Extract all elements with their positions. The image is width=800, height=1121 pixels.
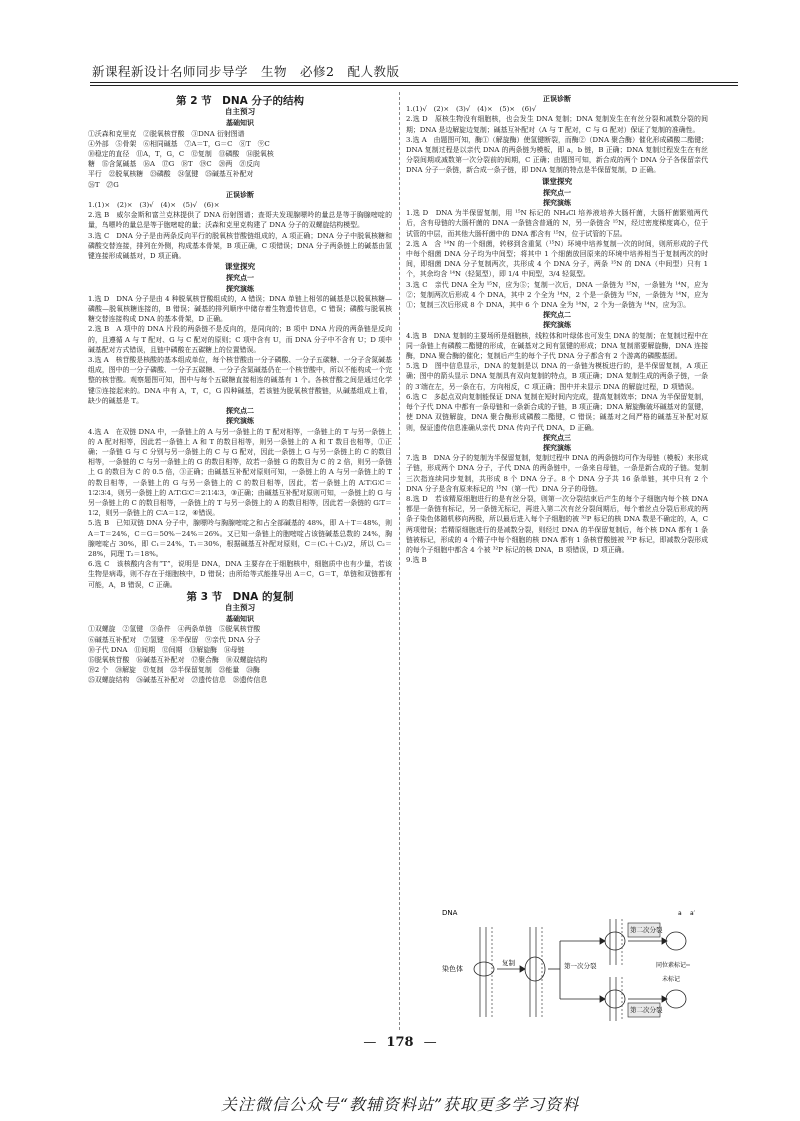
subheading: 探究点一 [543,188,571,197]
answer-paragraph: 2.选 D 原核生物没有细胞核，也会发生 DNA 复制；DNA 复制发生在有丝分裂和减数分裂的间期；DNA 是边解旋边复制；碱基互补配对（A 与 T 配对，C 与 G 配对）保证了复制的准确性。 [406,115,708,134]
answer-paragraph: 6.选 C 该核酸内含有“T”，说明是 DNA，DNA 主要存在于细胞核中，细胞质中也有少量，若该生物是病毒，则不存在于细胞核中，D 错误；由所给等式能推导出 A＝C，G＝T，单链和双链都有可能，A，B 错误，C 正确。 [88,560,392,589]
section-title: 第 3 节 DNA 的复制 [186,590,294,603]
knowledge-list [88,624,392,685]
answer-paragraph: 5.选 D 图中信息显示，DNA 的复制是以 DNA 的一条链为模板进行的，是半保留复制，A 项正确；图中的箭头显示 DNA 复制具有双向复制的特点，B 项正确；DNA 复制生成的两条子链，一条的 3′端在左，另一条在右，方向相反，C 项正确；图中并未显示 DNA 的解旋过程，D 项错误。 [406,362,708,391]
subheading: 课堂探究 [541,176,573,186]
answer-paragraph: 3.选 C DNA 分子是由两条反向平行的脱氧核苷酸链组成的，A 项正确；DNA 分子中脱氧核糖和磷酸交替连接，排列在外侧，构成基本骨架，B 项正确，C 项错误；DNA 分子两条链上的碱基由氢键连接形成碱基对，D 项正确。 [88,231,392,261]
subheading: 探究演练 [543,199,571,208]
subheading: 探究演练 [226,284,254,293]
section-title: 第 2 节 DNA 分子的结构 [176,95,304,107]
header-rule [90,82,738,83]
knowledge-line: ①双螺旋 ②氢键 ③条件 ④两条单链 ⑤脱氧核苷酸 [88,625,261,634]
answer-paragraph: 9.选 B [406,556,427,565]
label-a-prime: a′ [690,910,696,917]
answer-paragraph: 1.选 D DNA 分子是由 4 种脱氧核苷酸组成的，A 错误；DNA 单链上相邻的碱基是以脱氧核糖—磷酸—脱氧核糖连接的，B 错误；碱基的排列顺序中储存着生物遗传信息，C 错误；磷酸与脱氧核糖交替连接构成 DNA 的基本骨架，D 正确。 [88,294,392,324]
subheading: 探究点二 [226,407,254,416]
knowledge-line: ㉖T ㉗G [88,180,119,189]
answer-paragraph: 8.选 D 若该精原细胞进行的是有丝分裂，则第一次分裂结束后产生的每个子细胞内每个核 DNA 都是一条链有标记，另一条链无标记，再进入第二次有丝分裂间期后，每个着丝点分裂后形成的两条子染色体随机移向两极，所以最后进入每个子细胞的被 ³²P 标记的核 DNA 数是不确定的，A，C 两项错误；若精原细胞进行的是减数分裂，则经过 DNA 的半保留复制后，每个核 DNA 都有 1 条链被标记，形成的 4 个精子中每个细胞的核 DNA 都有 1 条核苷酸链被 ³²P 标记，即减数分裂形成的每个子细胞中都含 4 个被 ³²P 标记的核 DNA，B 项错误，D 项正确。 [406,494,708,554]
answer-paragraph: 1.(1)√ (2)× (3)√ (4)× (5)× (6)√ [406,105,537,114]
dna-strands [480,919,616,1021]
subheading: 自主预习 [224,602,256,612]
knowledge-line: 糖 ⑮含氮碱基 ⑯A ⑰G ⑱T ⑲C ⑳两 ㉑反向 [88,160,260,169]
knowledge-line: ⑩稳定的直径 ⑪A，T，G，C ⑫复制 ⑬磷酸 ⑭脱氧核 [88,150,274,159]
subheading: 探究演练 [226,417,254,426]
knowledge-line: ⑮脱氧核苷酸 ⑯碱基互补配对 ⑰聚合酶 ⑱双螺旋结构 [88,655,268,664]
subheading: 基础知识 [226,615,254,624]
subheading: 正误诊断 [543,95,571,103]
answer-paragraph: 3.选 C 亲代 DNA 全为 ¹⁵N，应为⑤；复制一次后，DNA 一条链为 ¹⁵N，一条链为 ¹⁴N，应为②；复制两次后形成 4 个 DNA，其中 2 个全为 ¹⁴N，2 个是一条链为 ¹⁵N，一条链为 ¹⁴N，应为①；复制三次后形成 8 个 DNA，其中 6 个 DNA 全为 ¹⁴N，2 个为一条链为 ¹⁴N，应为③。 [406,280,708,310]
knowledge-list [88,129,392,190]
page-number: — 178 — [0,1035,800,1050]
label-second-division-bottom: 第二次分裂 [630,1006,663,1014]
subheading: 探究点三 [543,433,571,442]
knowledge-line: ④外部 ⑤骨架 ⑥相同碱基 ⑦A＝T，G＝C ⑧T ⑨C [88,139,270,148]
subheading: 探究点一 [226,274,254,283]
answer-paragraph: 5.选 B 已知双链 DNA 分子中，腺嘌呤与胸腺嘧啶之和占全部碱基的 48%，即 A＋T＝48%，则 A＝T＝24%，C＝G＝50%－24%＝26%。又已知一条链上的胞嘧啶占该链碱基总数的 24%，胸腺嘧啶占 30%，即 C₁＝24%，T₁＝30%，根据碱基互补配对原则，C＝(C₁＋C₂)/2，所以 C₂＝28%，同理 T₂＝18%。 [88,519,392,558]
answer-paragraph: 2.选 A 含 ¹⁴N 的一个细菌，转移到含重氮（¹⁵N）环境中培养复制一次的时间，则所形成的子代中每个细菌 DNA 分子均为中间型；将其中 1 个细菌放回原来的环境中培养相当于复制两次的时间，即细菌 DNA 分子复制两次，共形成 4 个 DNA 分子，两条 ¹⁵N 的 DNA（中间型）只有 1 个，其余均含 ¹⁴N（轻氮型），即 1/4 中间型，3/4 轻氮型。 [406,239,708,279]
knowledge-line: ⑲2 个 ⑳解旋 ㉑复制 ㉒半保留复制 ㉓能量 ㉔酶 [88,666,260,675]
new-strands [492,919,622,1021]
subheading: 自主预习 [224,107,256,117]
answer-paragraph: 1.(1)× (2)× (3)√ (4)× (5)√ (6)× [88,201,220,210]
left-column [88,94,392,686]
header-rule-2 [90,85,738,86]
subheading: 课堂探究 [224,262,256,272]
answer-paragraph: 6.选 C 多起点双向复制能保证 DNA 复制在短时间内完成，提高复制效率；DNA 为半保留复制，每个子代 DNA 中都有一条母链和一条新合成的子链，B 项正确；DNA 解旋酶破坏碱基对的氢键，使 DNA 双链解旋，DNA 聚合酶形成磷酸二酯键，C 错误；碱基对之间严格的碱基互补配对原则，保证遗传信息准确从亲代 DNA 传向子代 DNA，D 正确。 [406,392,708,432]
replication-figure [440,905,710,1023]
knowledge-line: ⑥碱基互补配对 ⑦氢键 ⑧半保留 ⑨亲代 DNA 分子 [88,635,261,644]
column-divider [399,92,400,1030]
figure-label-dna: DNA [442,909,458,917]
answer-paragraph: 3.选 A 核苷酸是核酸的基本组成单位，每个核苷酸由一分子磷酸、一分子五碳糖、一分子含氮碱基组成，图中的一分子磷酸、一分子五碳糖、一分子含氮碱基仍在一个核苷酸中，所以不能构成一个完整的核苷酸。观察题图可知，图中与每个五碳糖直接相连的碱基有 1 个。各核苷酸之间是通过化学键⑤连接起来的。DNA 中有 A，T，C，G 四种碱基，若该链为脱氧核苷酸链，从碱基组成上看，缺少的碱基是 T。 [88,356,392,405]
answer-paragraph: 4.选 A 在双链 DNA 中，一条链上的 A 与另一条链上的 T 配对相等，一条链上的 T 与另一条链上的 A 配对相等，因此若一条链上 A 和 T 的数目相等，则另一条链上的 A 和 T 数目也相等，①正确；一条链 G 与 C 分别与另一条链上的 C 与 G 配对，因此一条链上 G 与另一条链上的 C 的数目相等，一条链的 C 与另一条链上的 G 的数目相等，故若一条链 G 的数目为 C 的 2 倍，则另一条链上 G 的数目为 C 的 0.5 倍，③正确；由碱基互补配对原则可知，一条链上的 A 与另一条链上的 T 的数目相等，一条链上的 G 与另一条链上的 C 的数目相等，因此，若一条链上的 A∶T∶G∶C＝1∶2∶3∶4，则另一条链上的 A∶T∶G∶C＝2∶1∶4∶3，③正确；由碱基互补配对原则可知，一条链上的 G 与另一条链上的 C 的数目相等，一条链上的 T 与另一条链上的 A 的数目相等，因此若一条链的 G∶T＝1∶2，则另一条链上的 C∶A＝1∶2，④错误。 [88,427,392,518]
answer-paragraph: 2.选 B A 项中的 DNA 片段的两条链不是反向的，是同向的；B 项中 DNA 片段的两条链是反向的，且遵循 A 与 T 配对、G 与 C 配对的原则；C 项中含有 U，而 DNA 分子中不含有 U；D 项中碱基配对方式错误，且链中磷酸在五碳糖上的位置错误。 [88,325,392,354]
right-column [406,94,708,565]
label-first-division: 第一次分裂 [564,962,597,970]
footer-note: 关注微信公众号“教辅资料站”获取更多学习资料 [220,1095,580,1114]
knowledge-line: 平行 ㉒脱氧核糖 ㉓磷酸 ㉔氢键 ㉕碱基互补配对 [88,170,254,179]
answer-paragraph: 2.选 B 威尔金斯和富兰克林提供了 DNA 衍射图谱；查哥夫发现腺嘌呤的量总是等于胸腺嘧啶的量，鸟嘌呤的量总是等于胞嘧啶的量；沃森和克里克构建了 DNA 分子的双螺旋结构模型。 [88,211,392,230]
subheading: 探究演练 [543,321,571,330]
answer-paragraph: 1.选 D DNA 为半保留复制，用 ¹⁵N 标记的 NH₄Cl 培养液培养大肠杆菌，大肠杆菌繁殖两代后，含有母链的大肠杆菌的 DNA 一条链含普通的 N，另一条链含 ¹⁵N，经过密度梯度离心，位于试管的中层，而其他大肠杆菌中的 DNA 都含有 ¹⁵N，位于试管的下层。 [406,209,708,238]
label-second-division-top: 第二次分裂 [630,926,663,934]
running-header: 新课程新设计名师同步导学 生物 必修2 配人教版 [92,64,400,79]
label-isotope: 同位素标记 [656,962,687,969]
subheading: 探究点二 [543,311,571,320]
knowledge-line: ⑩子代 DNA ⑪间期 ⑫间期 ⑬解旋酶 ⑭母链 [88,645,245,654]
knowledge-line: ①沃森和克里克 ②脱氧核苷酸 ③DNA 衍射图谱 [88,129,245,138]
answer-paragraph: 4.选 B DNA 复制的主要场所是细胞核，线粒体和叶绿体也可发生 DNA 的复制；在复制过程中在同一条链上有磷酸二酯键的形成，在碱基对之间有氢键的形成；DNA 复制需要解旋酶，DNA 连接酶，DNA 聚合酶的催化；复制后产生的每个子代 DNA 分子都含有 2 个游离的磷酸基团。 [406,331,708,361]
label-a: a [678,910,682,917]
figure-label-chromosome: 染色体 [442,965,463,973]
answer-paragraph: 7.选 B DNA 分子的复制为半保留复制，复制过程中 DNA 的两条链均可作为母链（模板）来形成子链，形成两个 DNA 分子，子代 DNA 的两条链中，一条来自母链，一条是新合成的子链。复制三次指连续同步复制，共形成 8 个 DNA 分子。8 个 DNA 分子共 16 条单链，其中只有 2 个 DNA 分子是含有原来标记的 ¹⁵N（第一代）DNA 分子的母链。 [406,454,708,493]
knowledge-line: ㉕双螺旋结构 ㉖碱基互补配对 ㉗遗传信息 ㉘遗传信息 [88,676,268,685]
subheading: 正误诊断 [226,190,254,199]
subheading: 探究演练 [543,443,571,452]
label-replication: 复制 [502,959,515,967]
label-unlabeled: 未标记 [662,976,681,983]
subheading: 基础知识 [226,119,254,128]
answer-paragraph: 3.选 A 由题图可知，酶①（解旋酶）使氢键断裂，而酶②（DNA 聚合酶）催化形成磷酸二酯键；DNA 复制过程是以亲代 DNA 的两条链为模板，即 a，b 链，B 正确；DNA 复制过程发生在有丝分裂间期或减数第一次分裂前的间期，C 正确；由题图可知，新合成的两个 DNA 分子各保留亲代 DNA 分子一条链，新合成一条子链，即 DNA 复制的特点是半保留复制，D 正确。 [406,135,708,175]
